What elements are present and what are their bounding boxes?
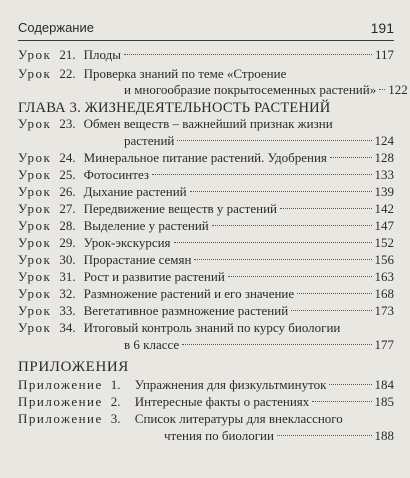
entry-number: 2.	[110, 394, 121, 409]
entry-title: Дыхание растений	[83, 184, 187, 199]
toc-entry-lesson-22-continued	[116, 82, 408, 98]
entry-title: Список литературы для внеклассного	[134, 411, 343, 426]
toc-entry-lesson-24[interactable]	[18, 150, 394, 166]
toc-entry-lesson-32[interactable]	[18, 286, 394, 302]
entry-title: Урок-экскурсия	[83, 235, 171, 250]
entry-title: Рост и развитие растений	[83, 269, 225, 284]
entry-number: 25.	[59, 167, 76, 182]
entry-title: Размножение растений и его значение	[83, 286, 295, 301]
toc-entry-appendix-3-continued	[156, 428, 394, 444]
entry-label: Урок	[18, 252, 52, 267]
toc-entry-lesson-23-continued	[116, 133, 394, 149]
toc-entry-lesson-34-continued	[116, 337, 394, 353]
entry-page: 152	[374, 235, 394, 250]
entry-number: 30.	[59, 252, 76, 267]
toc-entry-lesson-34[interactable]	[18, 320, 394, 336]
leader-dots	[212, 225, 372, 226]
entry-label: Урок	[18, 286, 52, 301]
entry-title: Обмен веществ – важнейший признак жизни	[83, 116, 333, 131]
toc-entry-lesson-29[interactable]	[18, 235, 394, 251]
entry-label: Урок	[18, 235, 52, 250]
entry-title-continued: растений	[124, 133, 175, 148]
entry-page: 139	[374, 184, 394, 199]
entry-number: 28.	[59, 218, 76, 233]
entry-label: Урок	[18, 66, 52, 81]
entry-page: 168	[374, 286, 394, 301]
toc-entry-lesson-28[interactable]	[18, 218, 394, 234]
toc-entry-lesson-30[interactable]	[18, 252, 394, 268]
entry-label: Приложение	[18, 411, 103, 426]
entry-page: 147	[374, 218, 394, 233]
toc-entry-lesson-27[interactable]	[18, 201, 394, 217]
toc-entry-lesson-23[interactable]	[18, 116, 394, 132]
entry-label: Урок	[18, 116, 52, 131]
toc-entry-lesson-22[interactable]	[18, 66, 394, 82]
toc-entry-appendix-3[interactable]	[18, 411, 394, 427]
leader-dots	[152, 174, 371, 175]
entry-number: 26.	[59, 184, 76, 199]
entry-title: Передвижение веществ у растений	[83, 201, 278, 216]
header-title: Содержание	[18, 20, 94, 35]
entry-title: Упражнения для физкультминуток	[134, 377, 327, 392]
leader-dots	[280, 208, 371, 209]
entry-page: 163	[374, 269, 394, 284]
entry-title-continued: чтения по биологии	[164, 428, 274, 443]
entry-number: 31.	[59, 269, 76, 284]
toc-entry-lesson-26[interactable]	[18, 184, 394, 200]
entry-number: 29.	[59, 235, 76, 250]
entry-page: 117	[374, 47, 394, 62]
entry-page: 122	[388, 82, 408, 97]
leader-dots	[312, 401, 371, 402]
leader-dots	[190, 191, 372, 192]
leader-dots	[194, 259, 371, 260]
entry-label: Урок	[18, 184, 52, 199]
leader-dots	[329, 384, 371, 385]
entry-number: 3.	[110, 411, 121, 426]
leader-dots	[379, 89, 385, 90]
entry-label: Урок	[18, 320, 52, 335]
entry-title: Выделение у растений	[83, 218, 209, 233]
leader-dots	[277, 435, 372, 436]
running-header	[18, 20, 394, 41]
entry-page: 133	[374, 167, 394, 182]
entry-title-continued: в 6 классе	[124, 337, 180, 352]
entry-page: 142	[374, 201, 394, 216]
entry-label: Приложение	[18, 377, 103, 392]
entry-title: Проверка знаний по теме «Строение	[83, 66, 287, 81]
leader-dots	[291, 310, 371, 311]
entry-number: 33.	[59, 303, 76, 318]
entry-label: Урок	[18, 201, 52, 216]
entry-page: 173	[374, 303, 394, 318]
entry-number: 32.	[59, 286, 76, 301]
entry-number: 27.	[59, 201, 76, 216]
leader-dots	[124, 54, 372, 55]
entry-label: Урок	[18, 218, 52, 233]
entry-number: 1.	[110, 377, 121, 392]
entry-page: 184	[374, 377, 394, 392]
entry-page: 124	[374, 133, 394, 148]
leader-dots	[182, 344, 371, 345]
entry-title: Плоды	[83, 47, 121, 62]
entry-title: Интересные факты о растениях	[134, 394, 310, 409]
entry-label: Урок	[18, 150, 52, 165]
entry-number: 22.	[59, 66, 76, 81]
leader-dots	[177, 140, 371, 141]
entry-number: 24.	[59, 150, 76, 165]
leader-dots	[330, 157, 372, 158]
entry-label: Урок	[18, 167, 52, 182]
header-page-number: 191	[370, 20, 394, 36]
leader-dots	[228, 276, 372, 277]
toc-entry-appendix-2[interactable]	[18, 394, 394, 410]
entry-number: 34.	[59, 320, 76, 335]
toc-entry-lesson-21[interactable]	[18, 47, 394, 63]
toc-entry-lesson-31[interactable]	[18, 269, 394, 285]
toc-entry-appendix-1[interactable]	[18, 377, 394, 393]
entry-number: 21.	[59, 47, 76, 62]
leader-dots	[297, 293, 371, 294]
toc-entry-lesson-33[interactable]	[18, 303, 394, 319]
entry-label: Урок	[18, 303, 52, 318]
entry-title: Итоговый контроль знаний по курсу биологии	[83, 320, 341, 335]
entry-label: Урок	[18, 47, 52, 62]
entry-label: Приложение	[18, 394, 103, 409]
toc-entry-lesson-25[interactable]	[18, 167, 394, 183]
leader-dots	[174, 242, 372, 243]
entry-label: Урок	[18, 269, 52, 284]
entry-title: Минеральное питание растений. Удобрения	[83, 150, 327, 165]
entry-title-continued: и многообразие покрытосеменных растений»	[124, 82, 377, 97]
entry-title: Прорастание семян	[83, 252, 192, 267]
entry-number: 23.	[59, 116, 76, 131]
entry-title: Фотосинтез	[83, 167, 150, 182]
entry-page: 156	[374, 252, 394, 267]
appendix-heading: ПРИЛОЖЕНИЯ	[18, 359, 129, 375]
entry-page: 128	[374, 150, 394, 165]
entry-page: 177	[374, 337, 394, 352]
entry-page: 185	[374, 394, 394, 409]
entry-title: Вегетативное размножение растений	[83, 303, 289, 318]
entry-page: 188	[374, 428, 394, 443]
chapter-3-heading: ГЛАВА 3. ЖИЗНЕДЕЯТЕЛЬНОСТЬ РАСТЕНИЙ	[18, 100, 331, 116]
